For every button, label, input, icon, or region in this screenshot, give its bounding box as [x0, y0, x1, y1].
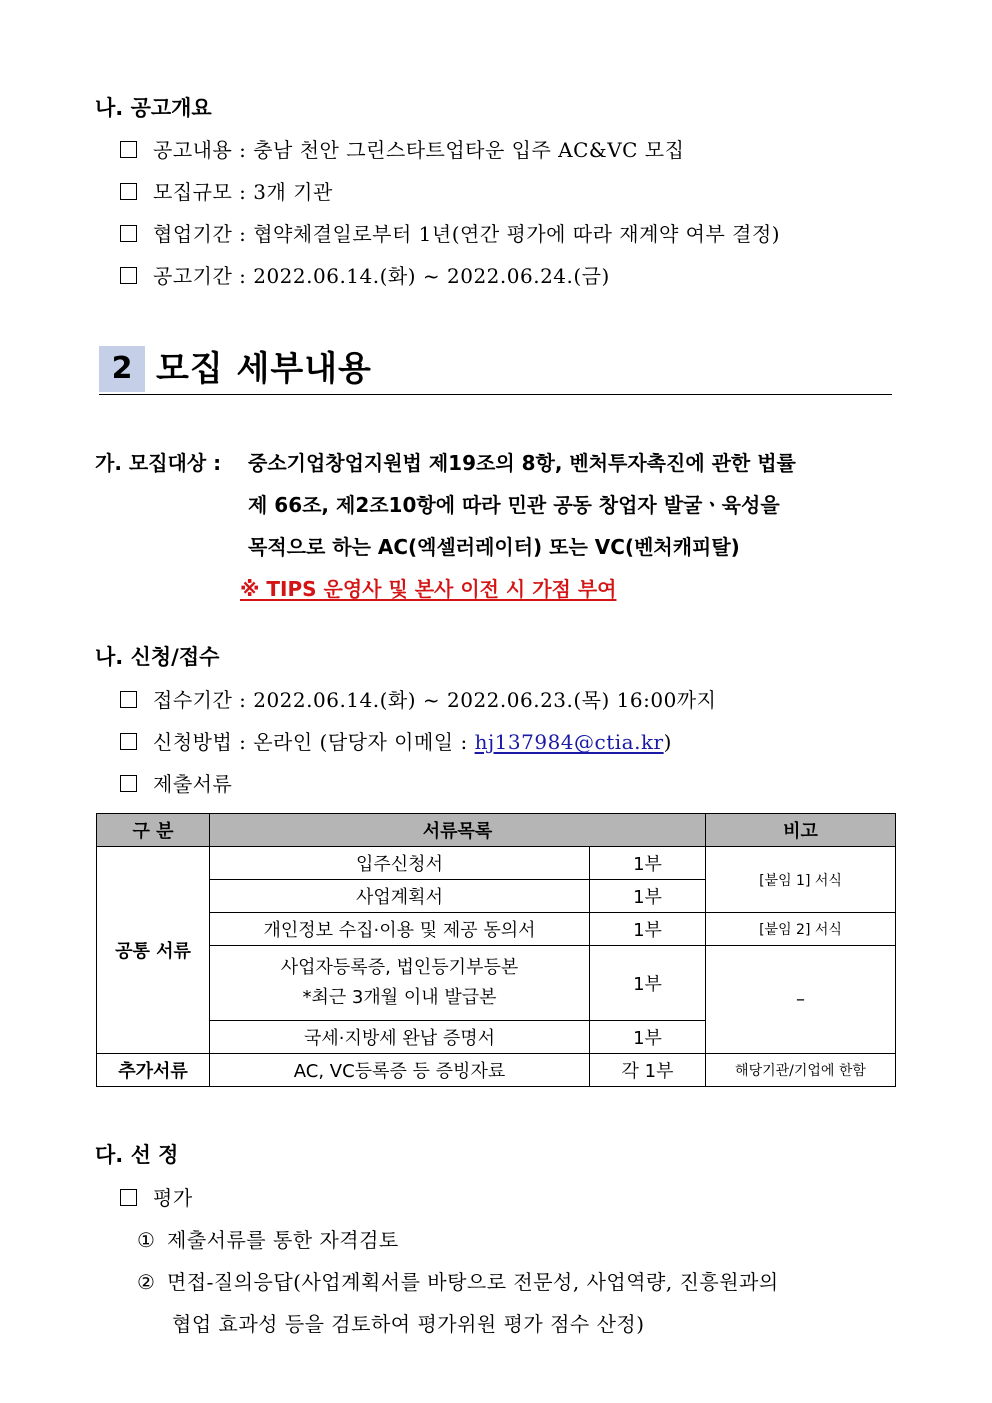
- doc-qty: 1부: [590, 913, 706, 946]
- doc-note: 해당기관/기업에 한함: [706, 1054, 896, 1087]
- doc-note: [붙임 1] 서식: [706, 847, 896, 913]
- doc-qty: 각 1부: [590, 1054, 706, 1087]
- doc-qty: 1부: [590, 1021, 706, 1054]
- common-docs-label: 공통 서류: [97, 847, 210, 1054]
- target-line-1: 중소기업창업지원법 제19조의 8항, 벤처투자촉진에 관한 법률: [248, 451, 796, 475]
- section-title: 모집 세부내용: [156, 349, 372, 389]
- selection-item-1: ① 제출서류를 통한 자격검토: [137, 1228, 399, 1252]
- doc-name: 입주신청서: [210, 847, 590, 880]
- header-notes: 비고: [706, 814, 896, 847]
- checkbox-icon: [120, 225, 137, 242]
- table-header-row: [97, 814, 896, 847]
- doc-name: AC, VC등록증 등 증빙자료: [210, 1054, 590, 1087]
- table-row: [97, 1054, 896, 1087]
- doc-qty: 1부: [590, 880, 706, 913]
- checkbox-icon: [120, 267, 137, 284]
- doc-qty: 1부: [590, 946, 706, 1021]
- bonus-note: ※ TIPS 운영사 및 본사 이전 시 가점 부여: [240, 577, 617, 601]
- selection-item-2-cont: 협업 효과성 등을 검토하여 평가위원 평가 점수 산정): [172, 1312, 645, 1336]
- header-doc-list: 서류목록: [210, 814, 706, 847]
- section-2-header: [99, 346, 892, 395]
- doc-name: 사업계획서: [210, 880, 590, 913]
- doc-note: –: [706, 946, 896, 1054]
- doc-note: [붙임 2] 서식: [706, 913, 896, 946]
- overview-item-content: 공고내용 : 충남 천안 그린스타트업타운 입주 AC&VC 모집: [120, 134, 684, 163]
- doc-qty: 1부: [590, 847, 706, 880]
- checkbox-icon: [120, 775, 137, 792]
- target-line-2: 제 66조, 제2조10항에 따라 민관 공동 창업자 발굴ㆍ육성을: [248, 493, 780, 517]
- overview-item-scale: 모집규모 : 3개 기관: [120, 176, 333, 205]
- header-category: 구 분: [97, 814, 210, 847]
- contact-email-link[interactable]: hj137984@ctia.kr: [474, 730, 664, 754]
- table-row: [97, 913, 896, 946]
- doc-name: 사업자등록증, 법인등기부등본 *최근 3개월 이내 발급본: [210, 946, 590, 1021]
- overview-item-period: 협업기간 : 협약체결일로부터 1년(연간 평가에 따라 재계약 여부 결정): [120, 218, 780, 247]
- overview-item-notice-period: 공고기간 : 2022.06.14.(화) ~ 2022.06.24.(금): [120, 260, 610, 289]
- overview-heading: 나. 공고개요: [95, 96, 212, 120]
- doc-name: 국세·지방세 완납 증명서: [210, 1021, 590, 1054]
- section-number: 2: [99, 346, 145, 392]
- selection-item-2: ② 면접-질의응답(사업계획서를 바탕으로 전문성, 사업역량, 진흥원과의: [137, 1270, 779, 1294]
- extra-docs-label: 추가서류: [97, 1054, 210, 1087]
- documents-table: [96, 813, 896, 1087]
- application-docs-label: 제출서류: [120, 768, 232, 797]
- target-label: 가. 모집대상 :: [95, 451, 222, 475]
- application-heading: 나. 신청/접수: [95, 645, 220, 669]
- selection-heading: 다. 선 정: [95, 1143, 179, 1167]
- application-method: 신청방법 : 온라인 (담당자 이메일 : hj137984@ctia.kr): [120, 726, 672, 755]
- checkbox-icon: [120, 141, 137, 158]
- checkbox-icon: [120, 733, 137, 750]
- target-line-3: 목적으로 하는 AC(엑셀러레이터) 또는 VC(벤처캐피탈): [248, 535, 740, 559]
- table-row: [97, 946, 896, 1021]
- checkbox-icon: [120, 691, 137, 708]
- checkbox-icon: [120, 1189, 137, 1206]
- table-row: [97, 847, 896, 880]
- doc-name: 개인정보 수집·이용 및 제공 동의서: [210, 913, 590, 946]
- checkbox-icon: [120, 183, 137, 200]
- application-period: 접수기간 : 2022.06.14.(화) ~ 2022.06.23.(목) 16:00까지: [120, 684, 716, 713]
- selection-eval-label: 평가: [120, 1182, 193, 1211]
